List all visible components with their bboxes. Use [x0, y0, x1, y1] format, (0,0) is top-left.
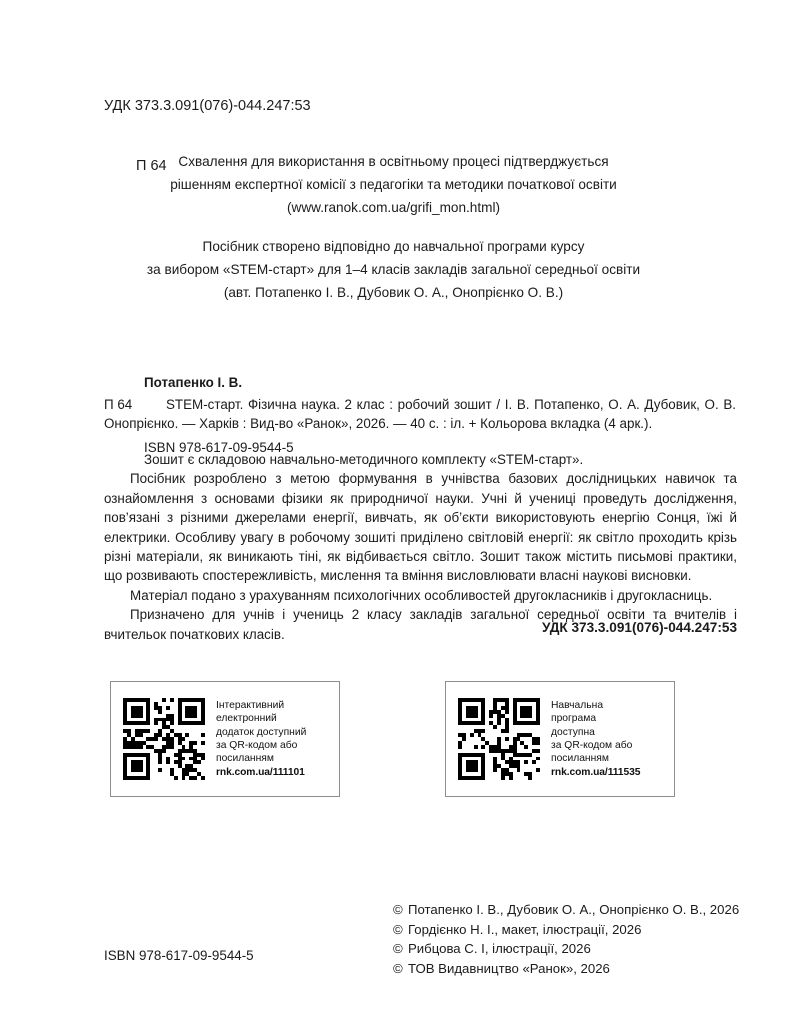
copyright-symbol-icon: ©	[393, 941, 403, 956]
bibliographic-record	[104, 373, 736, 457]
annotation-paragraph-2: Посібник розроблено з метою формування в учнівства базових дослідницьких навичок та ознайомлення з основами фізики як природничої науки. Учні й учениці проведуть дослідження, пов’язані з різними джерелами енергії, вивчать, як об’єкти використовують енергію Сонця, їжі й електрики. Особливу увагу в робочому зошиті приділено світловій енергії: як світло проходить крізь різні матеріали, як виникають тіні, як відбивається світло. Зошит також містить письмові практики, що розвивають спостережливість, мислення та вміння висловлювати власні наукові висновки.	[104, 471, 737, 584]
udk-number: УДК 373.3.091(076)-044.247:53	[104, 98, 311, 114]
catalog-code: П 64	[136, 158, 167, 174]
qr-panel-text	[551, 699, 640, 779]
copyright-text: Гордієнко Н. І., макет, ілюстрації, 2026	[408, 921, 642, 937]
copyright-symbol-icon: ©	[393, 921, 403, 937]
footer-isbn: ISBN 978-617-09-9544-5	[104, 948, 254, 963]
copyright-text: Потапенко І. В., Дубовик О. А., Онопрієнко О. В., 2026	[408, 902, 740, 917]
biblio-catalog-mark: П 64	[104, 396, 133, 412]
annotation-paragraph-3: Матеріал подано з урахуванням психологічних особливостей другокласників і другокласниць.	[130, 587, 713, 603]
qr-text-line-1: Інтерактивний	[216, 699, 285, 711]
qr-panel-text	[216, 699, 306, 779]
qr-text-line-2: електронний	[216, 713, 277, 725]
qr-text-line-5: посиланням	[551, 753, 609, 765]
qr-panel-curriculum[interactable]	[445, 681, 675, 797]
program-authors: (авт. Потапенко І. В., Дубовик О. А., Онопрієнко О. В.)	[223, 285, 564, 300]
qr-text-line-2: програма	[551, 713, 597, 725]
qr-text-line-3: додаток доступний	[216, 726, 307, 738]
qr-text-line-4: за QR-кодом або	[216, 740, 298, 751]
approval-statement	[0, 150, 787, 219]
program-statement	[0, 235, 787, 304]
copyright-symbol-icon: ©	[393, 960, 403, 976]
annotation-paragraph-4: Призначено для учнів і учениць 2 класу закладів загальної середньої освіти та вчителів і вчительок початкових класів.	[104, 607, 737, 642]
approval-link: (www.ranok.com.ua/grifi_mon.html)	[286, 200, 501, 215]
biblio-author: Потапенко І. В.	[144, 375, 243, 390]
qr-panel-interactive-app[interactable]	[110, 681, 340, 797]
qr-text-line-5: посиланням	[216, 753, 274, 765]
qr-link[interactable]: rnk.com.ua/111535	[551, 766, 641, 778]
copyright-line	[393, 920, 739, 940]
qr-panels	[110, 681, 677, 799]
copyright-symbol-icon: ©	[393, 902, 403, 917]
copyright-text: Рибцова С. І, ілюстрації, 2026	[408, 941, 591, 956]
copyright-line	[393, 939, 739, 959]
qr-link[interactable]: rnk.com.ua/111101	[216, 766, 305, 778]
copyright-text: ТОВ Видавництво «Ранок», 2026	[408, 960, 610, 976]
copyright-block	[393, 900, 739, 978]
approval-line-2: рішенням експертної комісії з педагогіки та методики початкової освіти	[170, 177, 617, 192]
copyright-line	[393, 959, 739, 979]
udk-number-bottom: УДК 373.3.091(076)-044.247:53	[541, 620, 737, 635]
program-line-2: за вибором «STEM-старт» для 1–4 класів закладів загальної середньої освіти	[146, 262, 641, 277]
annotation-paragraph-1: Зошит є складовою навчально-методичного комплекту «STEM-старт».	[144, 452, 584, 467]
biblio-description: STEM-старт. Фізична наука. 2 клас : робочий зошит / І. В. Потапенко, О. А. Дубовик, О. В. Онопрієнко. — Харків : Вид-во «Ранок», 2026. — 40 с. : іл. + Кольорова вкладка (4 арк.).	[104, 396, 736, 431]
annotation-block	[104, 450, 737, 644]
qr-text-line-3: доступна	[551, 726, 595, 738]
qr-code-icon[interactable]	[123, 698, 205, 780]
qr-text-line-4: за QR-кодом або	[551, 740, 633, 751]
qr-code-icon[interactable]	[458, 698, 540, 780]
approval-line-1: Схвалення для використання в освітньому процесі підтверджується	[178, 154, 609, 169]
biblio-body	[104, 395, 736, 434]
copyright-line	[393, 900, 739, 920]
program-line-1: Посібник створено відповідно до навчальної програми курсу	[202, 239, 585, 254]
biblio-isbn: ISBN 978-617-09-9544-5	[144, 439, 294, 455]
qr-text-line-1: Навчальна	[551, 699, 604, 711]
